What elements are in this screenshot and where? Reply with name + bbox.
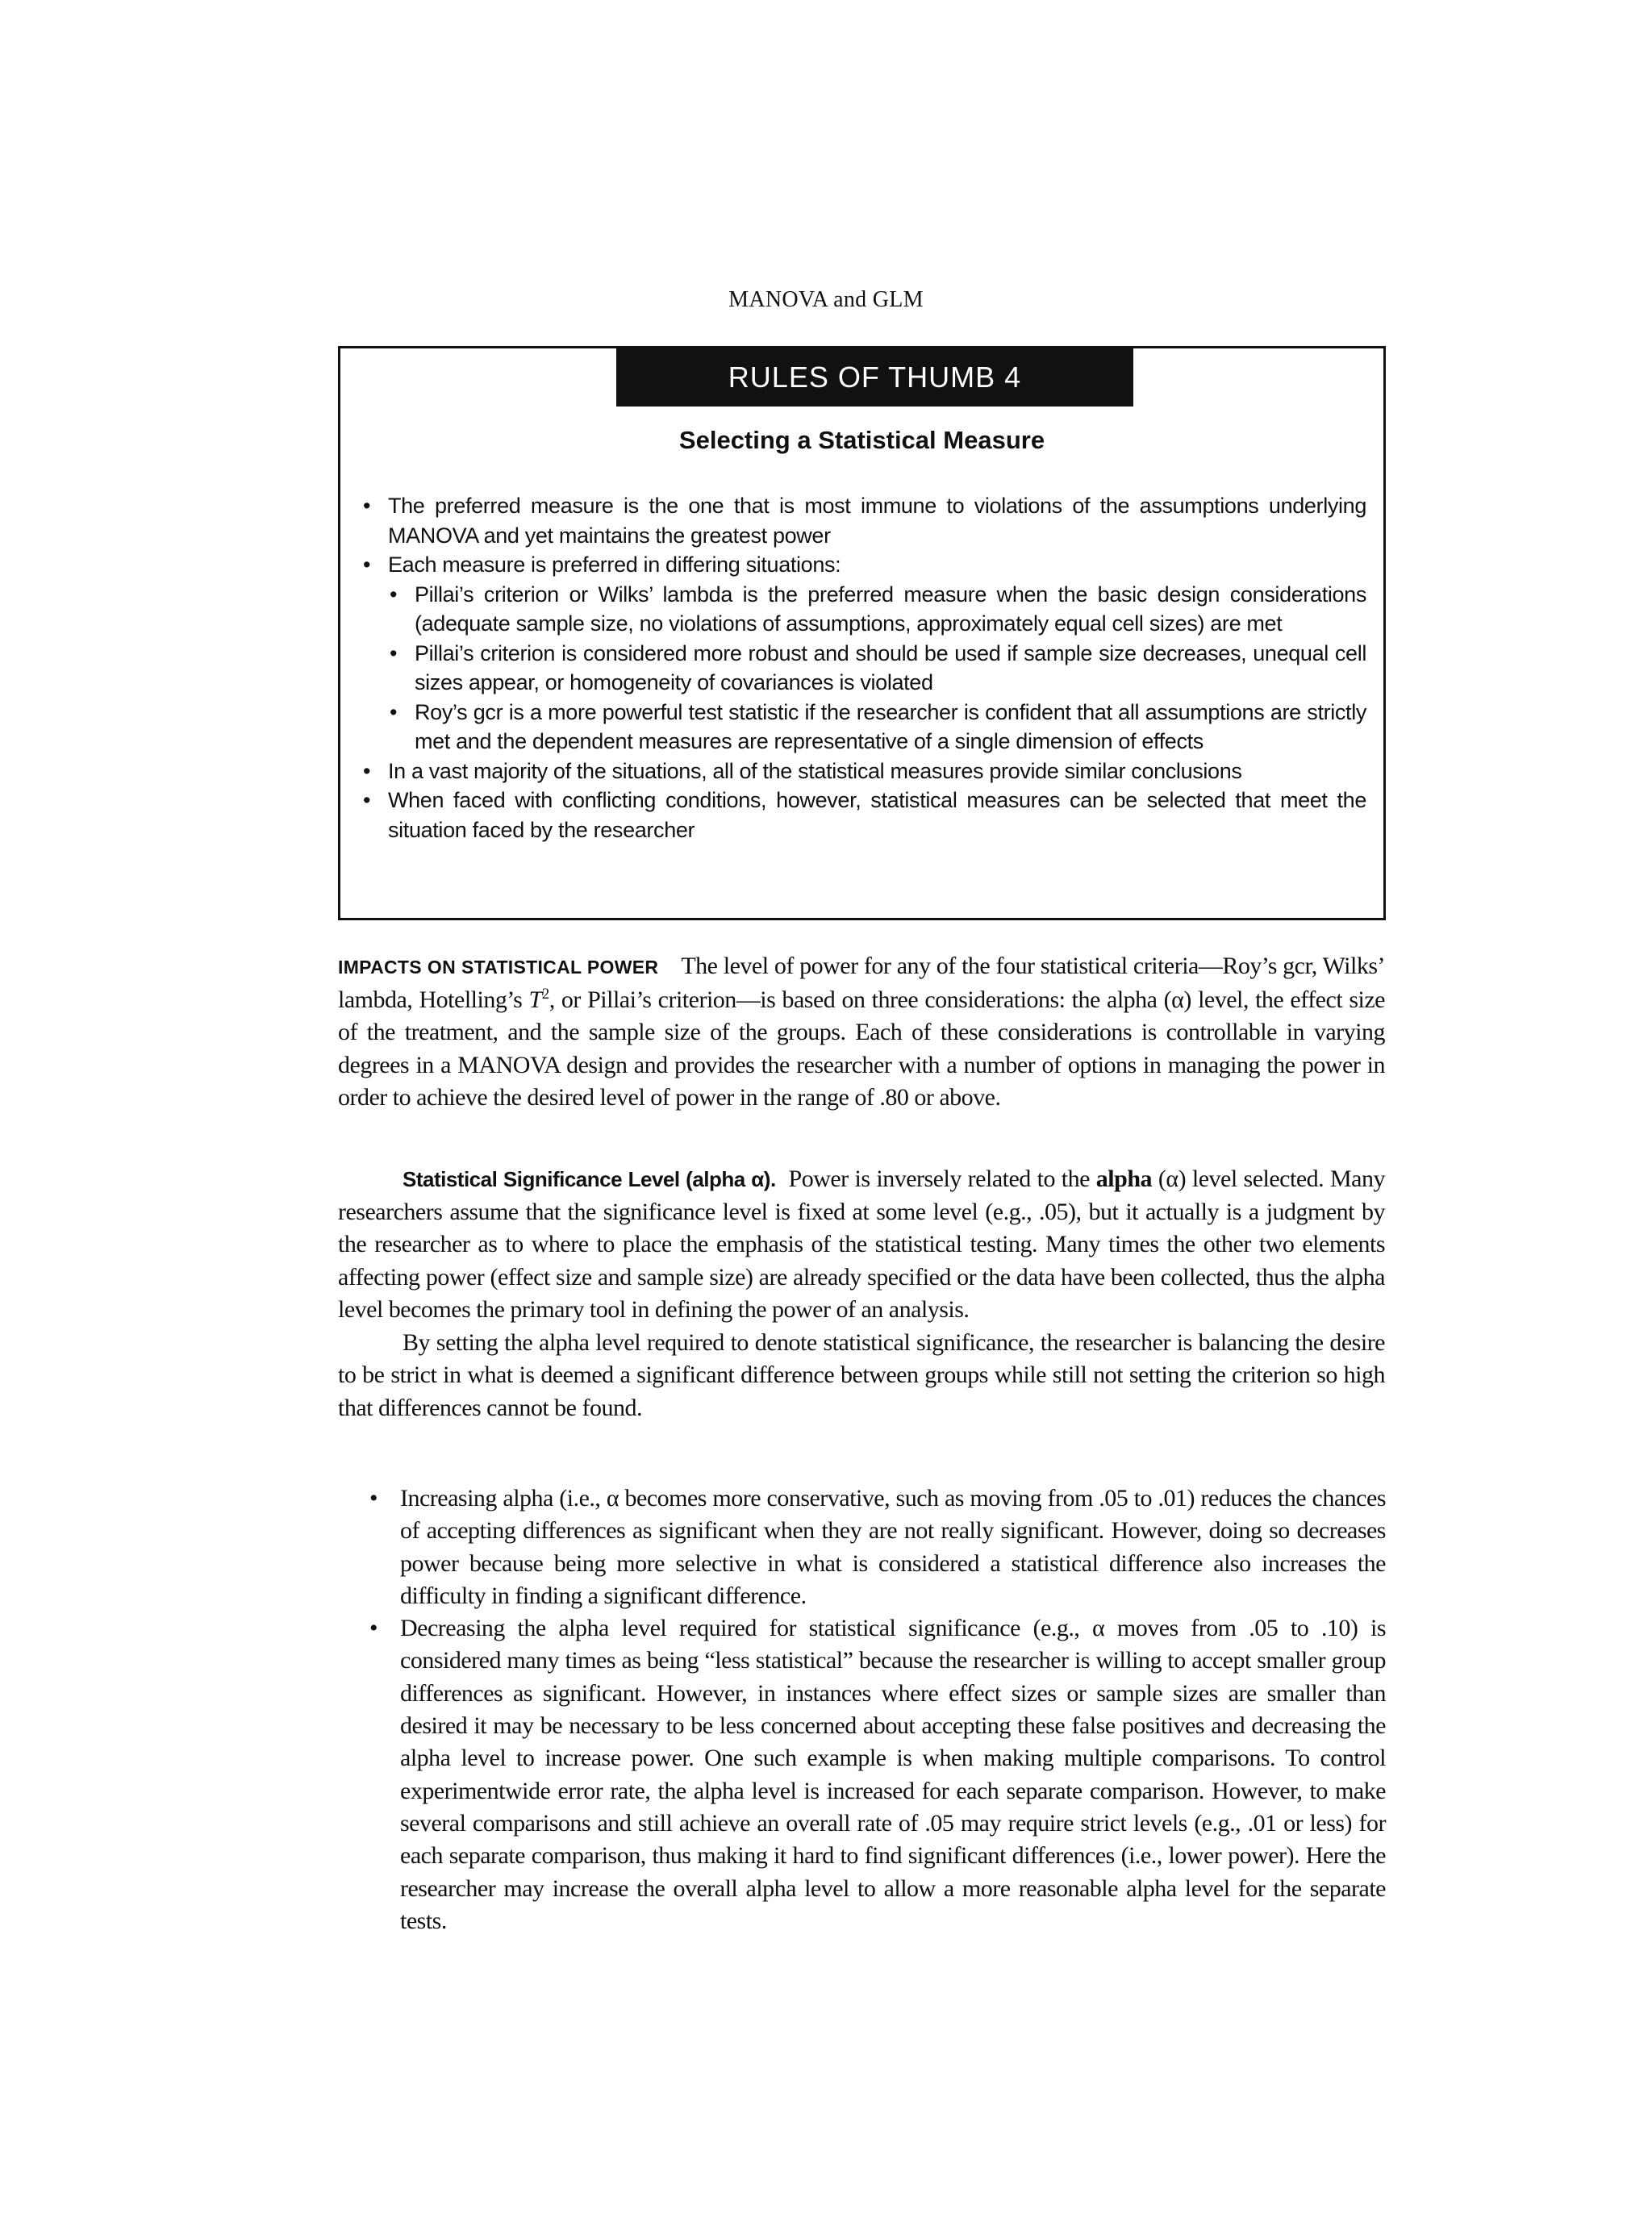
significance-paragraph	[338, 1163, 1385, 1327]
box-sublist-item: • Pillai’s criterion or Wilks’ lambda is the preferred measure when the basic design considerations (adequate sample size, no violations of assumptions, approximately equal cell sizes) are met	[386, 580, 1366, 639]
box-list-item: • The preferred measure is the one that is most immune to violations of the assumptions underlying MANOVA and yet maintains the greatest power	[360, 491, 1366, 550]
section-text-part1: The level of power for any of the four statistical criteria—Roy’s gcr, Wilks’ lambda, Hotelling’s	[338, 953, 1385, 1013]
subsection-text-b: (α) level selected. Many researchers assume that the significance level is fixed at some level (e.g., .05), but it actually is a judgment by the researcher as to where to place the emphasis of the statistical testing. Many times the other two elements affecting power (effect size and sample size) are already specified or the data have been collected, thus the alpha level becomes the primary tool in defining the power of an analysis.	[338, 1165, 1385, 1323]
balancing-paragraph: By setting the alpha level required to denote statistical significance, the researcher is balancing the desire to be strict in what is deemed a significant difference between groups while still not setting the criterion so high that differences cannot be found.	[338, 1328, 1385, 1421]
t-symbol: T	[528, 986, 542, 1013]
alpha-term: alpha	[1095, 1165, 1153, 1192]
list-item: • Decreasing the alpha level required for statistical significance (e.g., α moves from .05 to .10) is considered many times as being “less statistical” because the researcher is willing to accept smaller group differences as significant. However, in instances where effect sizes or sample sizes are smaller than desired it may be necessary to be less concerned about accepting these false positives and decreasing the alpha level to increase power. One such example is when making multiple comparisons. To control experimentwide error rate, the alpha level is increased for each separate comparison. However, to make several comparisons and still achieve an overall rate of .05 may require strict levels (e.g., .01 or less) for each separate comparison, thus making it hard to find significant differences (i.e., lower power). Here the researcher may increase the overall alpha level to allow a more reasonable alpha level for the separate tests.	[368, 1612, 1386, 1937]
subsection-text-a: Power is inversely related to the	[788, 1165, 1090, 1192]
t-superscript: 2	[541, 985, 549, 1003]
box-list-item: • In a vast majority of the situations, all of the statistical measures provide similar conclusions	[360, 757, 1366, 786]
box-title: Selecting a Statistical Measure	[678, 426, 1045, 454]
box-list	[360, 491, 1366, 844]
box-list-item: • When faced with conflicting conditions, however, statistical measures can be selected that meet the situation faced by the researcher	[360, 786, 1366, 844]
box-sublist-item: • Pillai’s criterion is considered more robust and should be used if sample size decreases, unequal cell sizes appear, or homogeneity of covariances is violated	[386, 639, 1366, 698]
rules-of-thumb-box	[338, 346, 1386, 920]
section-heading: IMPACTS ON STATISTICAL POWER	[338, 957, 659, 978]
impacts-paragraph	[338, 950, 1385, 1115]
box-sublist-item: • Roy’s gcr is a more powerful test statistic if the researcher is confident that all assumptions are strictly met and the dependent measures are representative of a single dimension of effects	[386, 698, 1366, 757]
box-banner: RULES OF THUMB 4	[616, 348, 1133, 407]
running-head: MANOVA and GLM	[728, 287, 924, 312]
alpha-bullet-list	[368, 1482, 1386, 1937]
significance-section	[338, 1163, 1385, 1424]
subsection-heading: Statistical Significance Level (alpha α).	[403, 1167, 776, 1191]
list-item: • Increasing alpha (i.e., α becomes more conservative, such as moving from .05 to .01) reduces the chances of accepting differences as significant when they are not really significant. However, doing so decreases power because being more selective in what is considered a statistical difference also increases the difficulty in finding a significant difference.	[368, 1482, 1386, 1612]
box-list-item: • Each measure is preferred in differing situations:	[360, 550, 1366, 580]
section-text-part2: , or Pillai’s criterion—is based on three considerations: the alpha (α) level, the effect size of the treatment, and the sample size of the groups. Each of these considerations is controllable in varying degrees in a MANOVA design and provides the researcher with a number of options in managing the power in order to achieve the desired level of power in the range of .80 or above.	[338, 986, 1385, 1111]
